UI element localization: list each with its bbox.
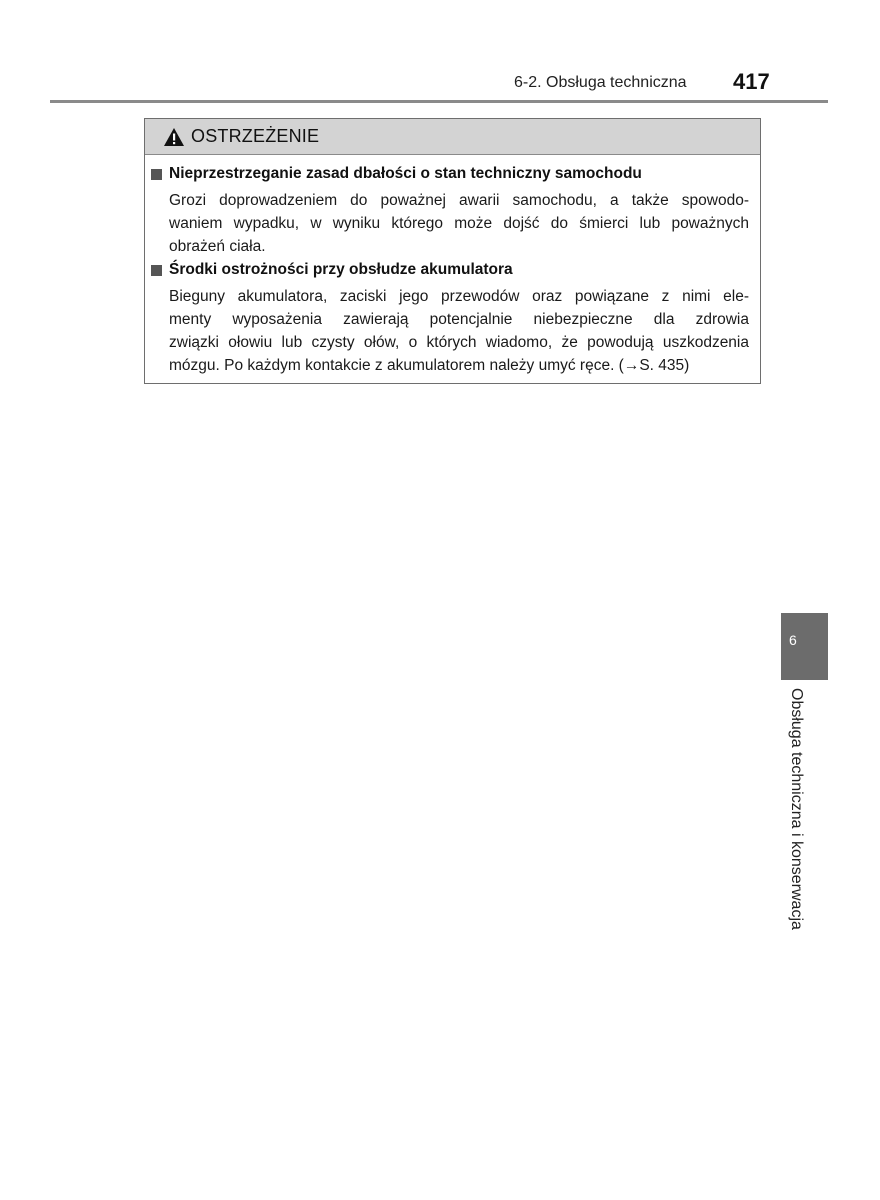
warning-item (151, 165, 751, 258)
body-line: menty wyposażenia zawierają potencjalnie niebezpieczne dla zdrowia (169, 311, 749, 328)
warning-triangle-icon (163, 127, 185, 147)
body-line: Bieguny akumulatora, zaciski jego przewodów oraz powiązane z nimi ele- (169, 288, 749, 305)
warning-item-heading (151, 261, 751, 279)
body-line: związki ołowiu lub czysty ołów, o których wiadomo, że powodują uszkodzenia (169, 334, 749, 351)
chapter-number: 6 (789, 632, 797, 648)
page-number: 417 (733, 69, 770, 94)
warning-box (144, 118, 761, 384)
warning-item-body (169, 189, 749, 258)
body-line: mózgu. Po każdym kontakcie z akumulatorem należy umyć ręce. (→S. 435) (169, 357, 690, 374)
header-divider (50, 100, 828, 103)
square-bullet-icon (151, 169, 162, 180)
chapter-tab (781, 613, 828, 680)
body-line: waniem wypadku, w wyniku którego może dojść do śmierci lub poważnych (169, 215, 749, 232)
header-section-title: 6-2. Obsługa techniczna (514, 74, 687, 91)
warning-item-heading-text: Nieprzestrzeganie zasad dbałości o stan techniczny samochodu (169, 165, 642, 182)
warning-item-heading-text: Środki ostrożności przy obsłudze akumulatora (169, 261, 513, 278)
chapter-label: Obsługa techniczna i konserwacja (788, 688, 805, 930)
square-bullet-icon (151, 265, 162, 276)
body-line: obrażeń ciała. (169, 238, 266, 255)
warning-item-body (169, 285, 749, 377)
warning-header (145, 119, 760, 155)
warning-item (151, 261, 751, 377)
body-line: Grozi doprowadzeniem do poważnej awarii samochodu, a także spowodo- (169, 192, 749, 209)
warning-item-heading (151, 165, 751, 183)
warning-title: OSTRZEŻENIE (191, 126, 320, 146)
